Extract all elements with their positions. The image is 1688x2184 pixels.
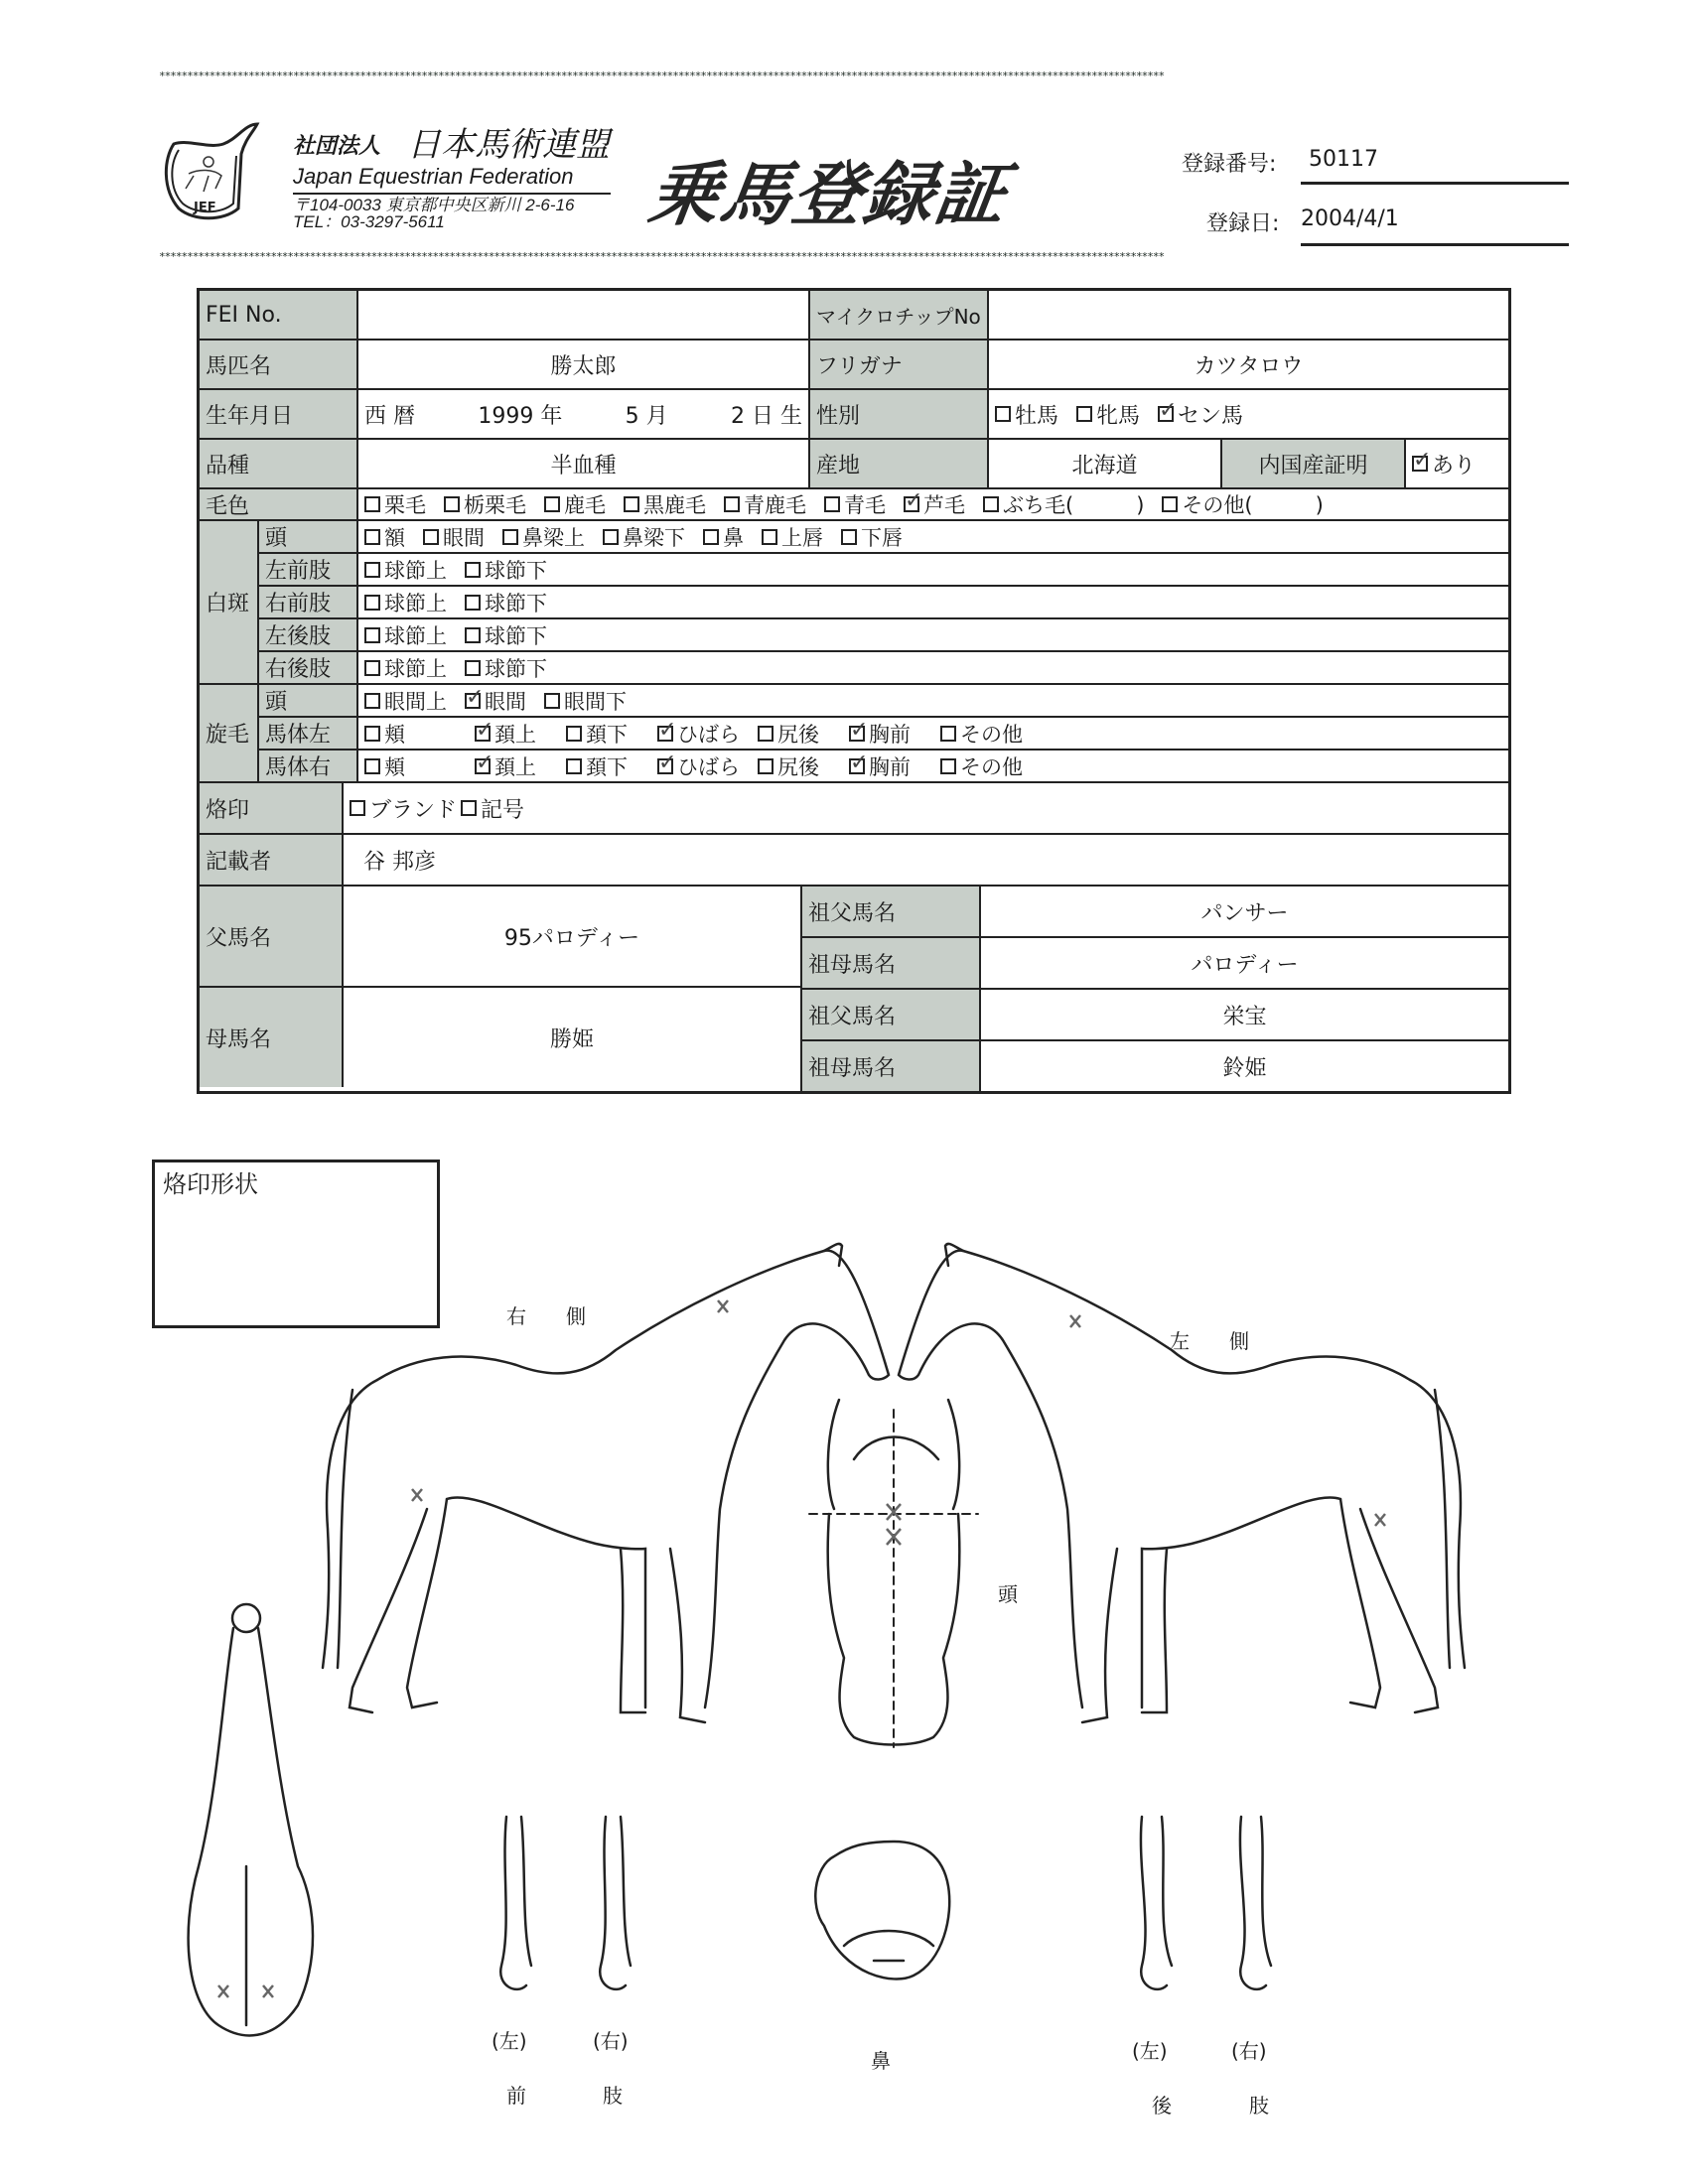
hind-left-label: (左) — [1132, 2039, 1168, 2063]
option[interactable]: その他 — [940, 751, 1023, 781]
coat-option[interactable]: 栃栗毛 — [444, 489, 526, 519]
org-name-en: Japan Equestrian Federation — [293, 164, 574, 189]
option[interactable]: 球節上 — [364, 555, 447, 585]
svg-text:JEF: JEF — [194, 201, 216, 215]
option[interactable]: 鼻梁上 — [502, 522, 585, 552]
fore-right-label: (右) — [593, 2029, 629, 2053]
dob-day: 2 日 生 — [731, 403, 802, 429]
option[interactable]: 眼間 — [423, 522, 485, 552]
dam-granddam-field[interactable]: 鈴姫 — [1222, 1055, 1267, 1081]
coat-label: 毛色 — [200, 489, 358, 519]
option[interactable]: ✓ 頚上 — [475, 751, 536, 781]
markings-part: 右前肢 — [259, 587, 358, 617]
domestic-cert-label: 内国産証明 — [1222, 440, 1406, 487]
brand-option[interactable]: ブランド — [350, 793, 457, 824]
fore-legs-icon — [500, 1817, 631, 1989]
coat-option[interactable]: 青鹿毛 — [724, 489, 806, 519]
option[interactable]: ✓ 眼間 — [465, 686, 526, 716]
option[interactable]: 球節下 — [465, 588, 547, 617]
dob-year: 1999 年 — [478, 403, 563, 429]
option[interactable]: 尻後 — [758, 751, 819, 781]
fore-left-label: (左) — [492, 2029, 527, 2053]
tel-line: TEL：03-3297-5611 — [293, 212, 445, 231]
org-prefix: 社団法人 — [293, 134, 381, 159]
sire-grandsire-field[interactable]: パンサー — [1200, 900, 1289, 926]
option[interactable]: 眼間上 — [364, 686, 447, 716]
document-title: 乗馬登録証 — [643, 154, 1013, 235]
option[interactable]: 頬 — [364, 751, 405, 781]
recorder-field[interactable]: 谷 邦彦 — [363, 849, 436, 875]
option[interactable]: 頬 — [364, 719, 405, 749]
sire-label: 父馬名 — [200, 887, 344, 986]
breed-field[interactable]: 半血種 — [358, 440, 810, 487]
brand-shape-label: 烙印形状 — [163, 1170, 258, 1198]
origin-label: 産地 — [810, 440, 989, 487]
origin-field[interactable]: 北海道 — [989, 440, 1222, 487]
furigana-label: フリガナ — [810, 341, 989, 388]
option[interactable]: その他 — [940, 719, 1023, 749]
microchip-label: マイクロチップNo — [810, 291, 989, 339]
option[interactable]: ✓ 胸前 — [849, 719, 911, 749]
coat-option-grey[interactable]: ✓ 芦毛 — [904, 489, 965, 519]
brand-label: 烙印 — [200, 783, 344, 833]
reg-number-label: 登録番号: — [1182, 152, 1277, 177]
option[interactable]: 頚下 — [566, 719, 628, 749]
sex-option-stallion[interactable]: 牡馬 — [995, 399, 1058, 430]
granddam-label: 祖母馬名 — [802, 1041, 981, 1091]
furigana-field[interactable]: カツタロウ — [1194, 353, 1304, 379]
sire-granddam-field[interactable]: パロディー — [1191, 952, 1299, 978]
dam-grandsire-field[interactable]: 栄宝 — [1222, 1004, 1267, 1029]
coat-option[interactable]: 黒鹿毛 — [624, 489, 706, 519]
option[interactable]: 球節下 — [465, 653, 547, 683]
symbol-option[interactable]: 記号 — [461, 793, 524, 824]
fei-label: FEI No. — [200, 291, 358, 339]
whorls-label: 旋毛 — [200, 685, 259, 781]
hind-label-1: 後 — [1152, 2094, 1172, 2117]
markings-label: 白斑 — [200, 521, 259, 683]
option[interactable]: 尻後 — [758, 719, 819, 749]
star-border-bottom: ************************************************************************************************************************************************************************************ — [159, 250, 1165, 263]
option[interactable]: 額 — [364, 522, 405, 552]
reg-number-value: 50117 — [1309, 147, 1378, 172]
granddam-label: 祖母馬名 — [802, 938, 981, 988]
star-border-top: ************************************************************************************************************************************************************************************ — [159, 69, 1165, 82]
dam-label: 母馬名 — [200, 988, 344, 1087]
whorl-marks-icon — [218, 1300, 1385, 1997]
grandsire-label: 祖父馬名 — [802, 990, 981, 1039]
left-side-label: 左 側 — [1170, 1329, 1249, 1353]
dob-label: 生年月日 — [200, 390, 358, 438]
option[interactable]: ✓ 胸前 — [849, 751, 911, 781]
whorls-part: 馬体左 — [259, 718, 358, 749]
option[interactable]: 頚下 — [566, 751, 628, 781]
option[interactable]: ✓ 頚上 — [475, 719, 536, 749]
markings-part: 右後肢 — [259, 652, 358, 683]
option[interactable]: 下唇 — [841, 522, 903, 552]
fore-label-2: 肢 — [603, 2084, 623, 2108]
dob-era: 西 暦 — [364, 403, 415, 429]
sex-option-gelding[interactable]: ✓ セン馬 — [1158, 399, 1243, 430]
recorder-label: 記載者 — [200, 835, 344, 885]
breed-label: 品種 — [200, 440, 358, 487]
coat-option[interactable]: ぶち毛( ) — [983, 489, 1144, 519]
option[interactable]: 眼間下 — [544, 686, 627, 716]
horse-right-side-icon — [323, 1244, 889, 1722]
option[interactable]: 球節上 — [364, 588, 447, 617]
sex-option-mare[interactable]: 牝馬 — [1076, 399, 1140, 430]
option[interactable]: 球節上 — [364, 653, 447, 683]
fore-label-1: 前 — [506, 2084, 526, 2108]
option[interactable]: 鼻梁下 — [603, 522, 685, 552]
markings-part: 左後肢 — [259, 619, 358, 650]
horse-name-label: 馬匹名 — [200, 341, 358, 388]
right-side-label: 右 側 — [506, 1304, 586, 1328]
horse-top-view-icon — [189, 1604, 313, 2035]
dob-month: 5 月 — [625, 403, 668, 429]
horse-head-front-icon — [809, 1400, 978, 1747]
coat-option[interactable]: 鹿毛 — [544, 489, 606, 519]
coat-option[interactable]: その他( ) — [1162, 489, 1323, 519]
address-line: 〒104-0033 東京都中央区新川 2-6-16 — [293, 196, 575, 214]
option[interactable]: 鼻 — [703, 522, 744, 552]
horse-left-side-icon — [899, 1244, 1465, 1722]
option[interactable]: ✓ ひばら — [657, 751, 740, 781]
whorls-part: 馬体右 — [259, 751, 358, 781]
domestic-cert-option[interactable]: ✓ あり — [1406, 440, 1508, 487]
option[interactable]: 球節下 — [465, 555, 547, 585]
markings-part: 左前肢 — [259, 554, 358, 585]
option[interactable]: 上唇 — [762, 522, 823, 552]
nose-label: 鼻 — [871, 2049, 891, 2073]
org-name-jp: 日本馬術連盟 — [407, 125, 610, 165]
hind-legs-icon — [1141, 1817, 1271, 1989]
head-label: 頭 — [998, 1582, 1018, 1606]
markings-part: 頭 — [259, 521, 358, 552]
dam-field[interactable]: 勝姫 — [549, 1026, 594, 1052]
coat-option[interactable]: 栗毛 — [364, 489, 426, 519]
grandsire-label: 祖父馬名 — [802, 887, 981, 936]
coat-option[interactable]: 青毛 — [824, 489, 886, 519]
sire-field[interactable]: 95パロディー — [503, 925, 640, 951]
hind-label-2: 肢 — [1249, 2094, 1269, 2117]
option[interactable]: ✓ ひばら — [657, 719, 740, 749]
horse-name-field[interactable]: 勝太郎 — [358, 341, 810, 388]
nose-icon — [815, 1842, 949, 1979]
option[interactable]: 球節上 — [364, 620, 447, 650]
reg-date-value: 2004/4/1 — [1301, 206, 1399, 231]
sex-label: 性別 — [810, 390, 989, 438]
hind-right-label: (右) — [1231, 2039, 1267, 2063]
option[interactable]: 球節下 — [465, 620, 547, 650]
reg-date-label: 登録日: — [1206, 211, 1280, 236]
whorls-part: 頭 — [259, 685, 358, 716]
